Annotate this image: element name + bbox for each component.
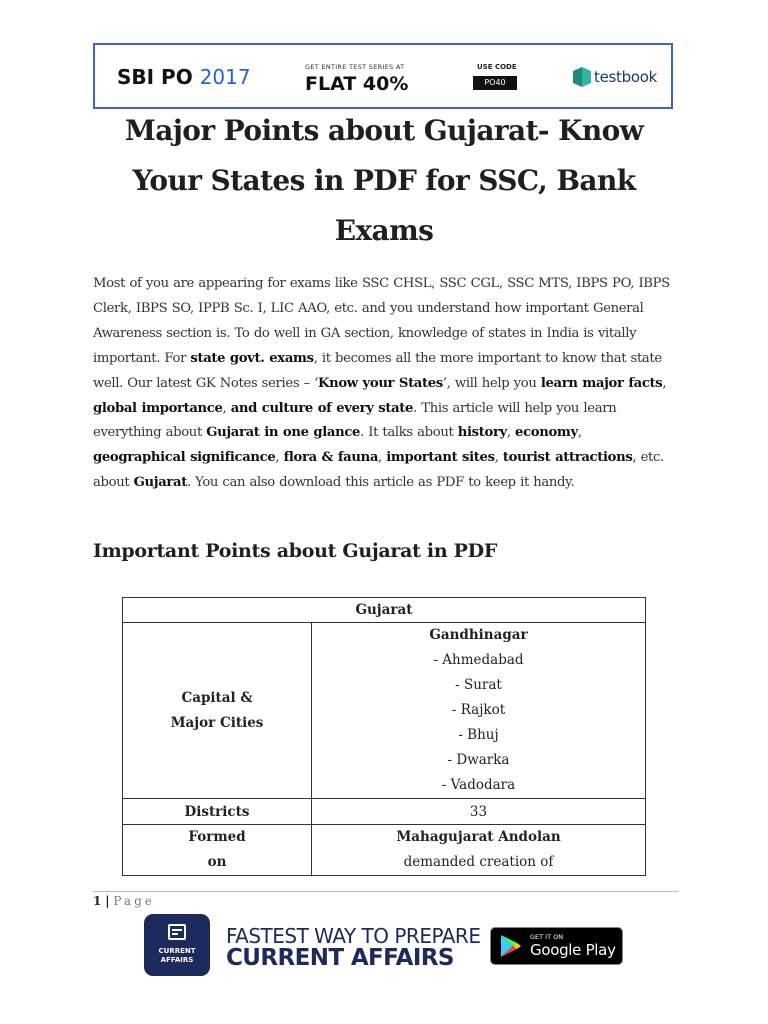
intro-bold-phrase: important sites	[386, 450, 495, 466]
intro-bold-phrase: Gujarat	[133, 475, 187, 491]
intro-text: ,	[662, 375, 667, 391]
table-row	[123, 825, 646, 876]
banner-headline: CURRENT AFFAIRS	[226, 945, 454, 971]
intro-bold-phrase: Know your States	[318, 375, 443, 391]
city-item: - Bhuj	[458, 727, 499, 743]
districts-value-cell: 33	[312, 799, 646, 825]
capital-name: Gandhinagar	[429, 627, 528, 643]
banner-offer-headline: FLAT 40%	[305, 73, 409, 95]
page-label: Page	[113, 894, 155, 908]
table-row	[123, 623, 646, 799]
banner-tagline: FASTEST WAY TO PREPARE	[226, 924, 481, 948]
intro-text: . You can also download this article as PDF to keep it handy.	[186, 475, 575, 491]
banner-exam-label: SBI PO 2017	[117, 65, 251, 89]
banner-offer-subtext: GET ENTIRE TEST SERIES AT	[305, 63, 405, 71]
page-number: 1	[93, 894, 102, 908]
table-header: Gujarat	[123, 598, 646, 623]
google-play-label: Google Play	[530, 941, 616, 959]
intro-bold-phrase: learn major facts	[540, 375, 663, 391]
intro-bold-phrase: Gujarat in one glance	[206, 425, 361, 441]
formed-text: demanded creation of	[403, 854, 554, 870]
intro-text: , etc. about	[93, 450, 664, 491]
intro-text: ’, will help you	[442, 375, 541, 391]
banner-code-label: USE CODE	[477, 63, 517, 71]
formed-key-cell	[123, 825, 312, 876]
intro-bold-phrase: and culture of every state	[230, 400, 414, 416]
city-item: - Surat	[455, 677, 502, 693]
intro-bold-phrase: geographical significance	[93, 450, 276, 466]
footer-divider	[93, 891, 678, 892]
city-item: - Rajkot	[451, 702, 506, 718]
city-item: - Ahmedabad	[433, 652, 524, 668]
table-row	[123, 799, 646, 825]
intro-text: ,	[494, 450, 503, 466]
intro-bold-phrase: state govt. exams	[190, 350, 314, 366]
intro-bold-phrase: history	[457, 425, 507, 441]
google-play-icon	[500, 934, 522, 958]
intro-text: Most of you are appearing for exams like SSC CHSL, SSC CGL, SSC MTS, IBPS PO, IBPS Clerk, IBPS SO, IPPB Sc. I, LIC AAO, etc. and you understand how important General Awareness section is. To do well in GA section, knowledge of states in India is vitally important. For	[93, 276, 670, 366]
formed-head: Mahagujarat Andolan	[396, 829, 561, 845]
capital-key-line-1: Capital &	[181, 689, 253, 706]
intro-text: . It talks about	[360, 425, 458, 441]
intro-text: ,	[378, 450, 387, 466]
intro-text: . This article will help you learn everything about	[93, 400, 617, 441]
page-separator: |	[105, 894, 110, 908]
capital-key-cell	[123, 623, 312, 799]
formed-key-line-2: on	[207, 854, 227, 870]
intro-text: ,	[275, 450, 284, 466]
intro-bold-phrase: global importance	[93, 400, 223, 416]
section-heading: Important Points about Gujarat in PDF	[93, 540, 498, 562]
intro-bold-phrase: flora & fauna	[283, 450, 379, 466]
capital-value-cell	[312, 623, 646, 799]
page-footer	[93, 894, 155, 908]
table-header-row	[123, 598, 646, 623]
intro-text: ,	[222, 400, 231, 416]
intro-text: ,	[577, 425, 582, 441]
testbook-logo-icon	[573, 67, 591, 87]
districts-key-cell: Districts	[123, 799, 312, 825]
capital-key-line-2: Major Cities	[170, 714, 264, 731]
top-ad-banner[interactable]	[93, 43, 673, 109]
intro-bold-phrase: tourist attractions	[502, 450, 633, 466]
google-play-small-label: GET IT ON	[530, 933, 564, 941]
city-item: - Dwarka	[447, 752, 510, 768]
formed-key-line-1: Formed	[188, 829, 246, 845]
gujarat-info-table	[122, 597, 646, 876]
intro-paragraph	[93, 272, 675, 496]
formed-value-cell	[312, 825, 646, 876]
intro-text: ,	[506, 425, 516, 441]
current-affairs-app-icon	[144, 914, 210, 976]
bottom-ad-banner[interactable]	[142, 912, 632, 978]
city-item: - Vadodara	[441, 777, 516, 793]
page-title: Major Points about Gujarat- Know Your States in PDF for SSC, Bank Exams	[124, 114, 644, 247]
testbook-brand: testbook	[594, 68, 657, 86]
intro-text: , it becomes all the more important to know that state well. Our latest GK Notes series – ‘	[93, 350, 662, 391]
google-play-button[interactable]	[490, 927, 623, 965]
app-icon-label: CURRENT AFFAIRS	[158, 947, 196, 964]
intro-bold-phrase: economy	[515, 425, 578, 441]
promo-code-badge: PO40	[473, 76, 517, 90]
newspaper-icon	[168, 924, 186, 940]
